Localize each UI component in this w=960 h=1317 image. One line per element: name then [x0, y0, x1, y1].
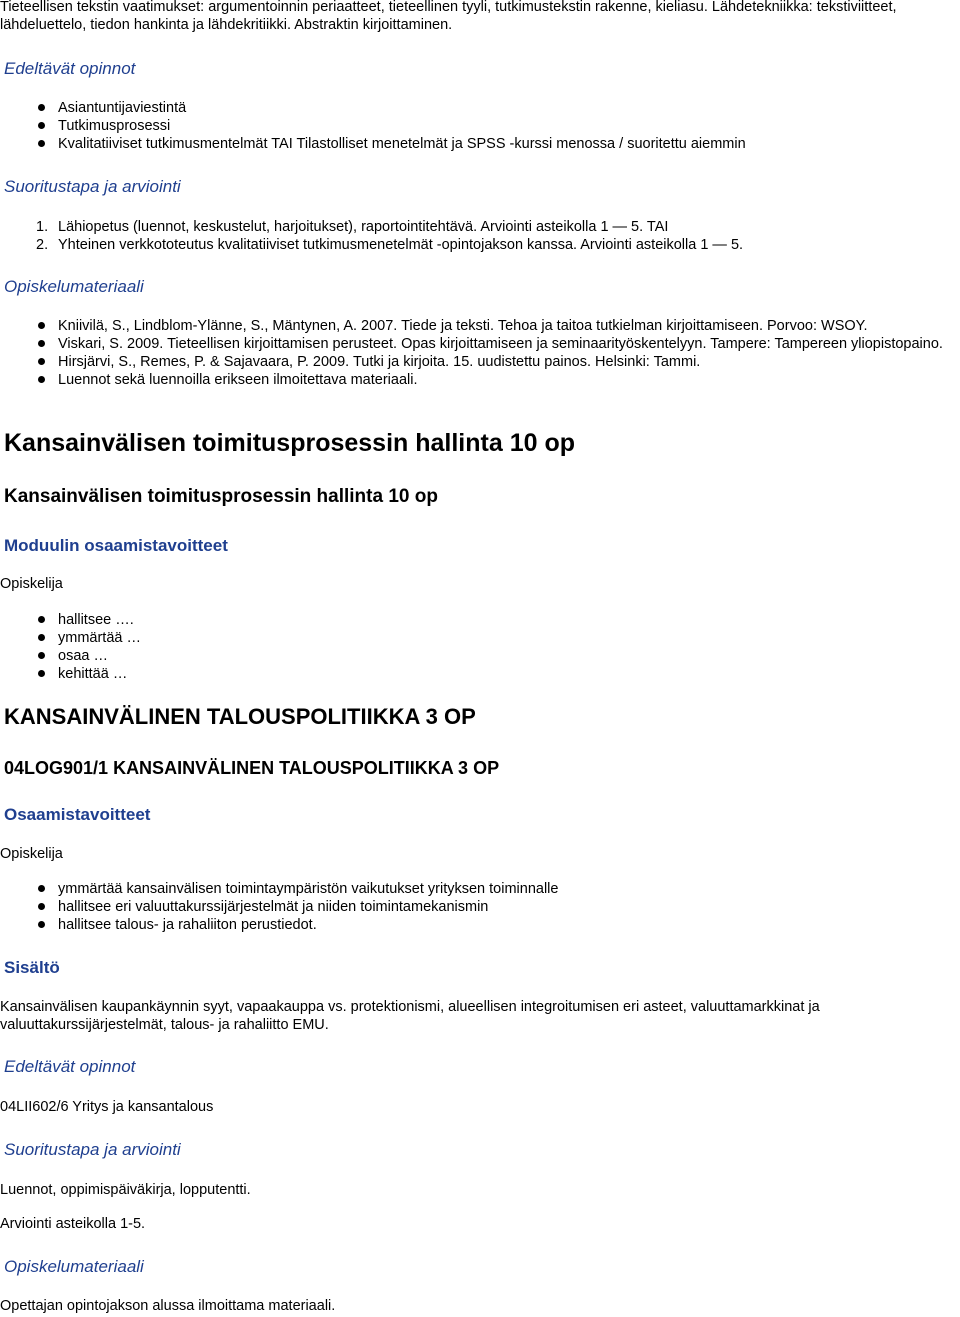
bullet-icon: [38, 122, 45, 129]
material-list-1: [0, 317, 958, 389]
course-goals-heading: Osaamistavoitteet: [4, 805, 151, 824]
course-student-label: Opiskelija: [0, 846, 63, 862]
intro-paragraph: [0, 0, 897, 34]
assessment-list-1: [0, 218, 958, 254]
list-item: Viskari, S. 2009. Tieteellisen kirjoittamisen perusteet. Opas kirjoittamiseen ja seminaarityöskentelyyn. Tampere: Tampereen yliopistopaino.: [0, 335, 958, 353]
prereq-heading-2: Edeltävät opinnot: [4, 1057, 136, 1076]
list-item: Asiantuntijaviestintä: [0, 99, 958, 117]
list-item: hallitsee ….: [0, 611, 958, 629]
module-title: Kansainvälisen toimitusprosessin hallinta 10 op: [4, 429, 575, 457]
assessment-heading-2: Suoritustapa ja arviointi: [4, 1140, 181, 1159]
list-item: Luennot sekä luennoilla erikseen ilmoitettava materiaali.: [0, 371, 958, 389]
content-paragraph: Kansainvälisen kaupankäynnin syyt, vapaakauppa vs. protektionismi, alueellisen integroitumisen eri asteet, valuuttamarkkinat ja valuuttakurssijärjestelmät, talous- ja rahaliitto EMU.: [0, 999, 820, 1033]
bullet-icon: [38, 885, 45, 892]
module-student-label: Opiskelija: [0, 576, 63, 592]
list-item: ymmärtää kansainvälisen toimintaympäristön vaikutukset yrityksen toiminnalle: [0, 880, 958, 898]
bullet-icon: [38, 903, 45, 910]
bullet-icon: [38, 921, 45, 928]
prereq-text-2: 04LII602/6 Yritys ja kansantalous: [0, 1099, 214, 1115]
bullet-icon: [38, 358, 45, 365]
list-item: Tutkimusprosessi: [0, 117, 958, 135]
material-text-2: Opettajan opintojakson alussa ilmoittama materiaali.: [0, 1298, 336, 1314]
course-title: KANSAINVÄLINEN TALOUSPOLITIIKKA 3 OP: [4, 704, 476, 729]
module-goals-heading: Moduulin osaamistavoitteet: [4, 536, 228, 555]
list-item: 1. Lähiopetus (luennot, keskustelut, harjoitukset), raportointitehtävä. Arviointi asteikolla 1 — 5. TAI: [36, 219, 669, 235]
bullet-icon: [38, 616, 45, 623]
bullet-icon: [38, 140, 45, 147]
assessment-text-1: Luennot, oppimispäiväkirja, lopputentti.: [0, 1182, 251, 1198]
list-item: ymmärtää …: [0, 629, 958, 647]
assessment-heading-1: Suoritustapa ja arviointi: [4, 177, 181, 196]
course-goals-list: [0, 880, 958, 934]
bullet-icon: [38, 670, 45, 677]
list-item: hallitsee eri valuuttakurssijärjestelmät ja niiden toimintamekanismin: [0, 898, 958, 916]
intro-line-2: lähdeluettelo, tiedon hankinta ja lähdekritiikki. Abstraktin kirjoittaminen.: [0, 17, 453, 33]
material-heading-2: Opiskelumateriaali: [4, 1257, 144, 1276]
list-item: Hirsjärvi, S., Remes, P. & Sajavaara, P. 2009. Tutki ja kirjoita. 15. uudistettu painos. Helsinki: Tammi.: [0, 353, 958, 371]
course-code-title: 04LOG901/1 KANSAINVÄLINEN TALOUSPOLITIIKKA 3 OP: [4, 758, 500, 778]
bullet-icon: [38, 634, 45, 641]
assessment-text-2: Arviointi asteikolla 1-5.: [0, 1216, 146, 1232]
prereq-list-1: [0, 99, 958, 153]
bullet-icon: [38, 340, 45, 347]
bullet-icon: [38, 322, 45, 329]
prereq-heading-1: Edeltävät opinnot: [4, 59, 136, 78]
bullet-icon: [38, 652, 45, 659]
bullet-icon: [38, 376, 45, 383]
module-subtitle: Kansainvälisen toimitusprosessin hallinta 10 op: [4, 486, 438, 507]
module-goals-list: [0, 611, 958, 683]
bullet-icon: [38, 104, 45, 111]
list-item: Kvalitatiiviset tutkimusmentelmät TAI Tilastolliset menetelmät ja SPSS -kurssi menossa / suoritettu aiemmin: [0, 135, 958, 153]
list-item: kehittää …: [0, 665, 958, 683]
list-item: 2. Yhteinen verkkototeutus kvalitatiiviset tutkimusmenetelmät -opintojakson kanssa. Arviointi asteikolla 1 — 5.: [36, 237, 744, 253]
list-item: osaa …: [0, 647, 958, 665]
list-item: hallitsee talous- ja rahaliiton perustiedot.: [0, 916, 958, 934]
list-item: Kniivilä, S., Lindblom-Ylänne, S., Mäntynen, A. 2007. Tiede ja teksti. Tehoa ja taitoa tutkielman kirjoittamiseen. Porvoo: WSOY.: [0, 317, 958, 335]
content-heading: Sisältö: [4, 958, 60, 977]
intro-line-1: Tieteellisen tekstin vaatimukset: argumentoinnin periaatteet, tieteellinen tyyli, tutkimustekstin rakenne, kieliasu. Lähdetekniikka: tekstiviitteet,: [0, 0, 897, 15]
material-heading-1: Opiskelumateriaali: [4, 277, 144, 296]
